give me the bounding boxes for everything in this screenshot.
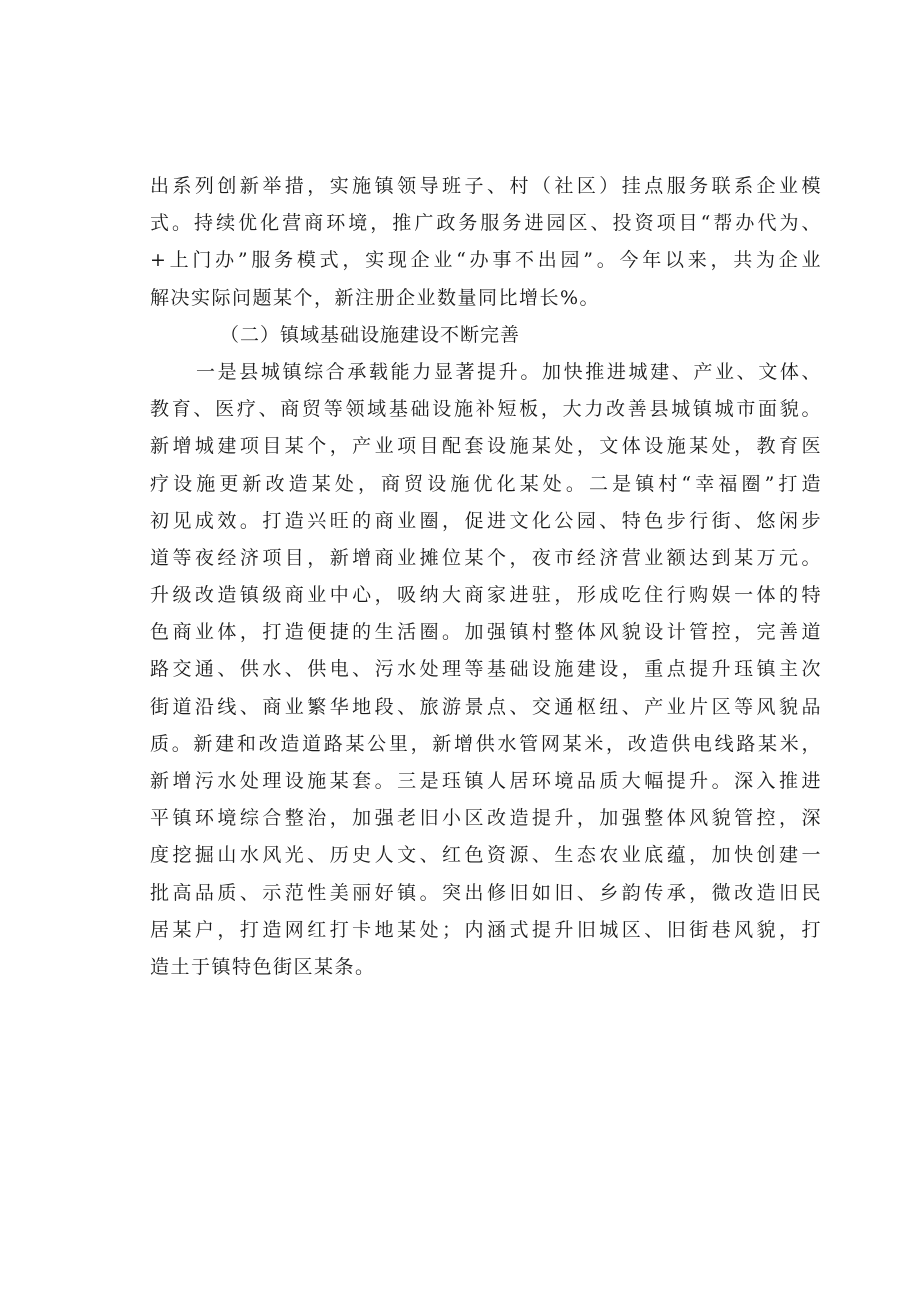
paragraph-line: 解决实际问题某个，新注册企业数量同比增长%。 — [150, 286, 601, 309]
paragraph-line: 初见成效。打造兴旺的商业圈，促进文化公园、特色步行街、悠闲步 — [150, 509, 822, 532]
paragraph-line: 式。持续优化营商环境，推广政务服务进园区、投资项目“帮办代为、 — [150, 212, 822, 235]
section-heading: （二）镇域基础设施建设不断完善 — [220, 323, 521, 346]
paragraph-line: 度挖掘山水风光、历史人文、红色资源、生态农业底蕴，加快创建一 — [150, 844, 822, 867]
paragraph-line: 疗设施更新改造某处，商贸设施优化某处。二是镇村“幸福圈”打造 — [150, 472, 822, 495]
paragraph-2 — [150, 354, 822, 986]
paragraph-line: 质。新建和改造道路某公里，新增供水管网某米，改造供电线路某米， — [150, 732, 822, 755]
paragraph-line: 路交通、供水、供电、污水处理等基础设施建设，重点提升珏镇主次 — [150, 658, 822, 681]
paragraph-line: 一是县城镇综合承载能力显著提升。加快推进城建、产业、文体、 — [196, 360, 822, 383]
paragraph-line: +上门办”服务模式，实现企业“办事不出园”。今年以来，共为企业 — [150, 249, 822, 272]
paragraph-line: 出系列创新举措，实施镇领导班子、村（社区）挂点服务联系企业模 — [150, 175, 822, 197]
paragraph-line: 新增污水处理设施某套。三是珏镇人居环境品质大幅提升。深入推进 — [150, 770, 822, 792]
document-body — [150, 168, 822, 986]
paragraph-line: 道等夜经济项目，新增商业摊位某个，夜市经济营业额达到某万元。 — [150, 546, 822, 569]
paragraph-line: 街道沿线、商业繁华地段、旅游景点、交通枢纽、产业片区等风貌品 — [150, 695, 822, 718]
paragraph-line: 居某户，打造网红打卡地某处；内涵式提升旧城区、旧街巷风貌，打 — [150, 918, 822, 941]
paragraph-1 — [150, 168, 822, 317]
paragraph-line: 新增城建项目某个，产业项目配套设施某处，文体设施某处，教育医 — [150, 435, 822, 458]
paragraph-line: 升级改造镇级商业中心，吸纳大商家进驻，形成吃住行购娱一体的特 — [150, 584, 822, 607]
paragraph-line: 造土于镇特色街区某条。 — [150, 955, 376, 978]
paragraph-line: 教育、医疗、商贸等领域基础设施补短板，大力改善县城镇城市面貌。 — [150, 398, 822, 421]
paragraph-line: 批高品质、示范性美丽好镇。突出修旧如旧、乡韵传承，微改造旧民 — [150, 881, 822, 904]
paragraph-line: 平镇环境综合整治，加强老旧小区改造提升，加强整体风貌管控，深 — [150, 807, 822, 830]
paragraph-line: 色商业体，打造便捷的生活圈。加强镇村整体风貌设计管控，完善道 — [150, 621, 822, 644]
